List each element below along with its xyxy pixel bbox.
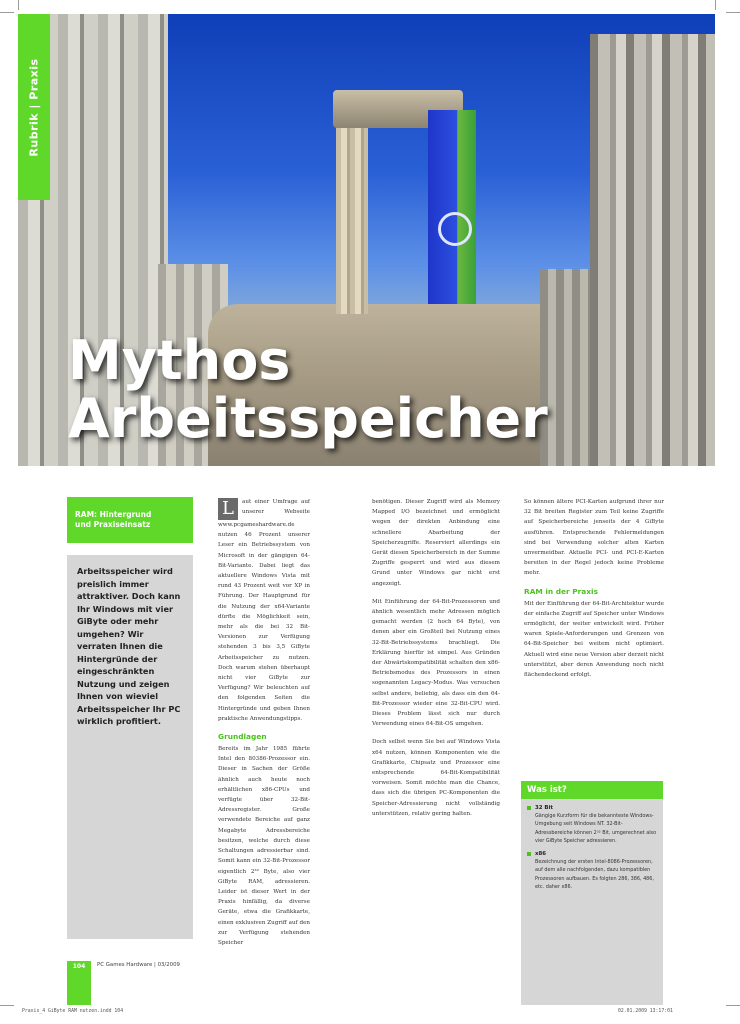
column-3-para-1: So können ältere PCI-Karten aufgrund ihrer nur 32 Bit breiten Register zum Teil keine Zugriffe auf Speicherbereiche jenseits der 4 GiByte ausführen. Entsprechende Fehlermeldungen sind bei Verwendung solcher alten Karten unvermeidbar. Aktuelle PCI- und PCI-E-Karten bereiten in der Regel jedoch keine Probleme mehr. xyxy=(524,499,664,577)
glossary-desc: Gängige Kurzform für die bekannteste Windows-Umgebung seit Windows NT. 32-Bit-Adressbereiche können 2³² Bit, umgerechnet also vier GiByte Speicher adressieren. xyxy=(535,813,657,844)
article-column-3 xyxy=(524,497,664,688)
glossary-list xyxy=(521,799,663,891)
glossary-term: x86 xyxy=(535,851,546,858)
column-1-para-2: Bereits im Jahr 1985 führte Intel den 80386-Prozessor ein. Dieser in Sachen der Größe ähnlich auch heute noch erhältlichen x86-CPUs und verfügte über 32-Bit-Adressregister. Große verwendete Bereiche auf ganz Megabyte Adressbereiche besitzen, welche durch diese Schaltungen adressierbar sind. Somit kann ein 32-Bit-Prozessor eigentlich 2³² Byte, also vier GiByte RAM, adressieren. Leider ist dieser Wert in der Praxis hinfällig, da diverse Geräte, etwa die Grafikkarte, einen exklusiven Zugriff auf den zur Verfügung stehenden Speicher xyxy=(218,746,310,946)
section-tab-label: Rubrik | Praxis xyxy=(27,57,41,157)
glossary-term: 32 Bit xyxy=(535,805,553,811)
hero-image xyxy=(18,14,715,466)
column-2-para-3: Doch selbst wenn Sie bei auf Windows Vista x64 nutzen, können Komponenten wie die Grafikkarte, Chipsatz und Prozessor eine entsprechende 64-Bit-Kompatibilität vorweisen. Somit möchte man die Chance, dass sich die übrigen PC-Komponenten die Speicher-Adressierung nicht vollständig unterstützen, relativ gering halten. xyxy=(372,739,500,817)
crop-mark xyxy=(726,12,740,13)
crop-mark xyxy=(18,0,19,10)
sidebar-heading-line-1: RAM: Hintergrund xyxy=(75,510,152,519)
sidebar-heading-line-2: und Praxiseinsatz xyxy=(75,520,151,529)
title-line-1: Mythos xyxy=(68,329,291,392)
article-column-1 xyxy=(218,497,310,956)
glossary-box xyxy=(521,781,663,1005)
title-line-2: Arbeitsspeicher xyxy=(68,387,548,450)
slug-left: Praxis_4 GiByte RAM nutzen.indd 104 xyxy=(22,1009,124,1014)
glossary-item xyxy=(527,850,657,891)
teaser-box xyxy=(67,555,193,939)
crop-mark xyxy=(0,1005,14,1006)
column-1-para-1: aut einer Umfrage auf unserer Webseite www.pcgameshardware.de nutzen 46 Prozent unserer Leser ein Betriebssystem von Microsoft in der gängigen 64-Bit-Variante. Dabei liegt das aktuellere Windows Vista mit rund 43 Prozent weit vor XP in Führung. Der Hauptgrund für die Nutzung der x64-Variante dürfte die Möglichkeit sein, mehr als die bei 32 Bit-Versionen zur Verfügung stehenden 3 bis 3,5 GiByte Arbeitsspeicher zu nutzen. Doch warum stehen überhaupt nicht vier GiByte zur Verfügung? Wir beleuchten auf den folgenden Seiten die Hintergründe und geben Ihnen praktische Anwendungstipps. xyxy=(218,499,310,722)
banner-seal-icon xyxy=(438,212,472,246)
intro-sidebar xyxy=(67,497,193,939)
column-1-intro xyxy=(218,497,310,724)
section-tab xyxy=(18,14,50,200)
slug-right: 02.01.2009 13:17:01 xyxy=(618,1009,673,1014)
glossary-item xyxy=(527,804,657,845)
page-number: 104 xyxy=(67,961,91,1005)
column-3-para-2: Mit der Einführung der 64-Bit-Architektur wurde der einfache Zugriff auf Speicher unter Windows ermöglicht, der weiter entwickelt wird. Früher waren Spiele-Anforderungen und Grenzen von 64-Bit-Speicher bei weitem nicht optimiert. Aktuell wird eine neue Version aber derzeit nicht unterstützt, aber deren Anwendung noch nicht flächendeckend erfolgt. xyxy=(524,600,664,679)
glossary-desc: Bezeichnung der ersten Intel-8086-Prozessoren, auf dem alle nachfolgenden, dazu kompatiblen Prozessoren aufbauen. Es folgten 286, 386, 486, etc. daher x86. xyxy=(535,859,654,890)
crop-mark xyxy=(0,12,14,13)
crop-mark xyxy=(726,1005,740,1006)
dropcap: L xyxy=(218,498,238,520)
heading-ram-praxis: RAM in der Praxis xyxy=(524,586,598,596)
column-2-para-2: Mit Einführung der 64-Bit-Prozessoren und ähnlich wesentlich mehr Adressen möglich gemacht werden (2 hoch 64 Byte), von denen aber ein Großteil bei Nutzung eines 32-Bit-Betriebssystems brachliegt. Die Erklärung hierfür ist simpel. Aus Gründen der Abwärtskompatibilität schalten den x86-Betriebsmodus des Prozessors in einen sogenannten Legacy-Modus. Was versuchen selbst andere, beliebig, als dass ein den 64-Bit-Prozessor wieder eine 32-Bit-CPU wird. Dieses Problem lässt sich nur durch Verwendung eines 64-Bit-OS umgehen. xyxy=(372,598,500,728)
glossary-title: Was ist? xyxy=(521,781,663,799)
column-2-para-1: benötigen. Dieser Zugriff wird als Memory Mapped I/O bezeichnet und ermöglicht wegen der direkten Anbindung eine schnellere Abarbeitung der Speicherzugriffe. Reserviert allerdings ein Gerät diesen Speicherbereich in der Summe Zugriffe gesperrt und wird aus diesem Grund unter Windows gar nicht erst angezeigt. xyxy=(372,499,500,587)
teaser-text: Arbeitsspeicher wird preislich immer attraktiver. Doch kann Ihr Windows mit vier GiByte oder mehr umgehen? Wir verraten Ihnen die Hintergründe der eingeschränkten Nutzung und zeigen Ihnen von wieviel Arbeitsspeicher Ihr PC wirklich profitiert. xyxy=(77,566,181,726)
sidebar-heading xyxy=(67,497,193,543)
crop-mark xyxy=(715,0,716,10)
temple-column xyxy=(336,124,368,314)
article-column-2 xyxy=(372,497,500,827)
magazine-source: PC Games Hardware | 03/2009 xyxy=(97,962,180,968)
page-title xyxy=(68,329,628,450)
heading-grundlagen: Grundlagen xyxy=(218,732,267,742)
banner-image xyxy=(428,110,476,304)
